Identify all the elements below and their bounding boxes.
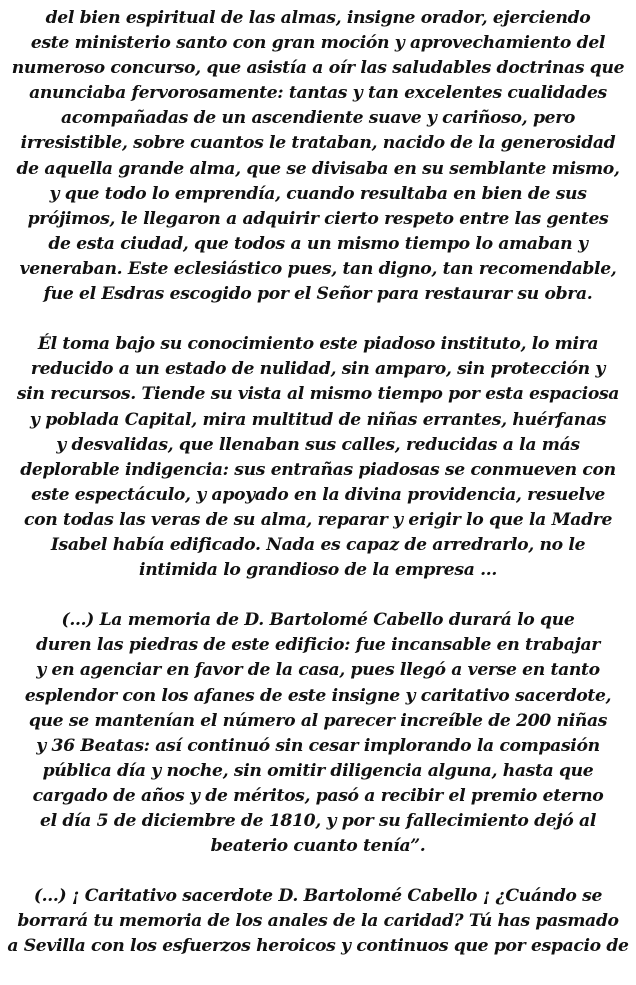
text-line: deplorable indigencia: sus entrañas piadosas se conmueven con — [20, 459, 616, 480]
text-line: a Sevilla con los esfuerzos heroicos y continuos que por espacio de — [7, 936, 629, 957]
text-line: y poblada Capital, mira multitud de niñas errantes, huérfanas — [29, 409, 607, 430]
text-line: y desvalidas, que llenaban sus calles, reducidas a la más — [56, 434, 580, 455]
text-line: acompañadas de un ascendiente suave y cariñoso, pero — [60, 108, 576, 129]
paragraph-3 — [2, 608, 634, 859]
text-line: veneraban. Este eclesiástico pues, tan digno, tan recomendable, — [19, 258, 617, 279]
text-line: esplendor con los afanes de este insigne y caritativo sacerdote, — [24, 685, 612, 706]
text-line: beaterio cuanto tenía”. — [210, 836, 426, 857]
text-line: sin recursos. Tiende su vista al mismo tiempo por esta espaciosa — [16, 384, 620, 405]
text-line: el día 5 de diciembre de 1810, y por su fallecimiento dejó al — [39, 811, 597, 831]
text-line: Isabel había edificado. Nada es capaz de arredrarlo, no le — [50, 534, 586, 555]
text-line: que se mantenían el número al parecer increíble de 200 niñas — [28, 710, 608, 731]
text-line: cargado de años y de méritos, pasó a recibir el premio eterno — [32, 785, 604, 806]
text-line: del bien espiritual de las almas, insigne orador, ejerciendo — [45, 8, 591, 28]
text-line: (…) La memoria de D. Bartolomé Cabello durará lo que — [61, 610, 575, 631]
text-line: y en agenciar en favor de la casa, pues llegó a verse en tanto — [36, 660, 600, 681]
text-line: anunciaba fervorosamente: tantas y tan excelentes cualidades — [29, 83, 607, 104]
text-line: Él toma bajo su conocimiento este piadoso instituto, lo mira — [37, 334, 599, 355]
text-line: prójimos, le llegaron a adquirir cierto respeto entre las gentes — [27, 208, 609, 229]
text-line: irresistible, sobre cuantos le trataban, nacido de la generosidad — [20, 133, 616, 154]
text-line: de esta ciudad, que todos a un mismo tiempo lo amaban y — [48, 233, 588, 254]
text-line: reducido a un estado de nulidad, sin amparo, sin protección y — [30, 359, 606, 380]
text-line: pública día y noche, sin omitir diligencia alguna, hasta que — [42, 760, 594, 781]
paragraph-4 — [2, 884, 634, 959]
paragraph-2 — [2, 332, 634, 583]
text-line: borrará tu memoria de los anales de la caridad? Tú has pasmado — [17, 911, 619, 932]
text-line: de aquella grande alma, que se divisaba en su semblante mismo, — [16, 158, 620, 179]
text-line: y 36 Beatas: así continuó sin cesar implorando la compasión — [36, 735, 600, 756]
text-line: (…) ¡ Caritativo sacerdote D. Bartolomé Cabello ¡ ¿Cuándo se — [33, 886, 603, 907]
text-line: numeroso concurso, que asistía a oír las saludables doctrinas que — [11, 58, 625, 79]
text-line: y que todo lo emprendía, cuando resultaba en bien de sus — [49, 183, 587, 204]
text-line: este ministerio santo con gran moción y aprovechamiento del — [30, 33, 606, 54]
text-line: fue el Esdras escogido por el Señor para restaurar su obra. — [43, 284, 593, 305]
paragraph-1 — [2, 6, 634, 307]
text-line: duren las piedras de este edificio: fue incansable en trabajar — [36, 635, 600, 656]
text-line: intimida lo grandioso de la empresa … — [139, 560, 497, 581]
text-line: con todas las veras de su alma, reparar y erigir lo que la Madre — [23, 509, 613, 530]
text-line: este espectáculo, y apoyado en la divina providencia, resuelve — [31, 484, 605, 505]
